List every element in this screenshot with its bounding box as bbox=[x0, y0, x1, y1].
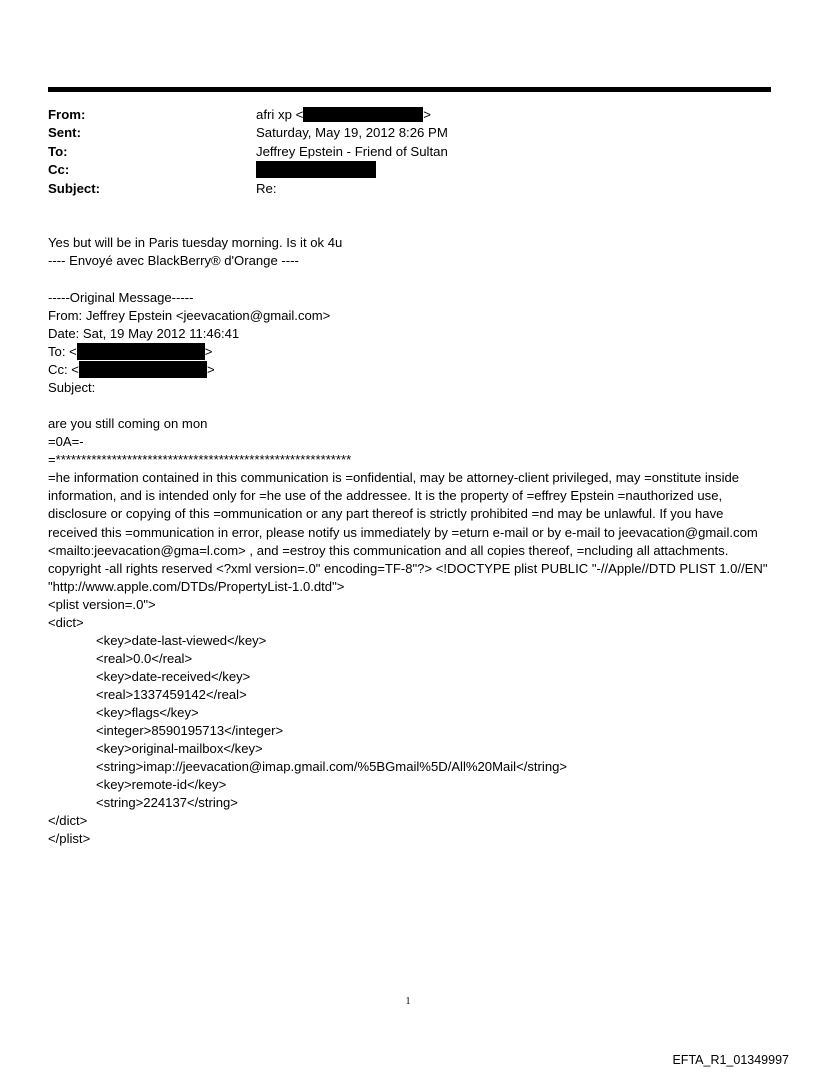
plist-close: </plist> bbox=[48, 831, 91, 846]
to-label: To: bbox=[48, 144, 68, 159]
from-name: afri xp < bbox=[256, 107, 304, 122]
plist-open: <plist version=.0"> bbox=[48, 597, 156, 612]
encoded-line: =0A=- bbox=[48, 434, 84, 449]
from-value bbox=[256, 106, 431, 124]
document-id: EFTA_R1_01349997 bbox=[672, 1053, 789, 1067]
sent-label: Sent: bbox=[48, 125, 81, 140]
plist-entry: <real>0.0</real> bbox=[96, 651, 193, 666]
dict-close: </dict> bbox=[48, 813, 88, 828]
dict-open: <dict> bbox=[48, 615, 84, 630]
sent-value: Saturday, May 19, 2012 8:26 PM bbox=[256, 125, 448, 140]
disclaimer-text: =he information contained in this communication is =onfidential, may be attorney-client privileged, may =onstitute inside information, and is intended only for =he use of the addressee. It is the property of =effrey Epstein =nauthorized use, disclosure or copying of this =ommunication or any part thereof is strictly prohibited =nd may be unlawful. If you have received this =ommunication in error, please notify us immediately by =eturn e-mail or by e-mail to jeevacation@gmail.com <mailto:jeevacation@gma=l.com> , and =estroy this communication and all copies thereof, =ncluding all attachments. copyright -all rights reserved <?xml version=.0" encoding=TF-8"?> <!DOCTYPE plist PUBLIC "-//Apple//DTD PLIST 1.0//EN" "http://www.apple.com/DTDs/PropertyList-1.0.dtd"> bbox=[48, 470, 768, 595]
from-close: > bbox=[423, 107, 431, 122]
redaction-box bbox=[256, 161, 376, 178]
plist-entry: <key>original-mailbox</key> bbox=[96, 741, 263, 756]
plist-entry: <key>remote-id</key> bbox=[96, 777, 227, 792]
subject-value: Re: bbox=[256, 181, 277, 196]
plist-entry: <key>date-last-viewed</key> bbox=[96, 633, 267, 648]
redaction-box bbox=[77, 343, 205, 360]
plist-entry: <integer>8590195713</integer> bbox=[96, 723, 284, 738]
reply-line-2: ---- Envoyé avec BlackBerry® d'Orange ---- bbox=[48, 253, 299, 268]
plist-entry: <string>imap://jeevacation@imap.gmail.com/%5BGmail%5D/All%20Mail</string> bbox=[96, 759, 568, 774]
cc-value bbox=[256, 161, 376, 180]
page-number: 1 bbox=[405, 996, 411, 1007]
plist-entry: <real>1337459142</real> bbox=[96, 687, 247, 702]
star-separator: =********************************************************** bbox=[48, 452, 352, 467]
subject-label: Subject: bbox=[48, 181, 101, 196]
original-from: From: Jeffrey Epstein <jeevacation@gmail.com> bbox=[48, 308, 331, 323]
plist-entry: <key>date-received</key> bbox=[96, 669, 251, 684]
to-value: Jeffrey Epstein - Friend of Sultan bbox=[256, 144, 448, 159]
reply-line-1: Yes but will be in Paris tuesday morning. Is it ok 4u bbox=[48, 235, 343, 250]
to-suffix: > bbox=[204, 344, 213, 359]
cc-label: Cc: bbox=[48, 162, 70, 177]
original-message: are you still coming on mon bbox=[48, 416, 208, 431]
from-label: From: bbox=[48, 107, 86, 122]
cc-suffix: > bbox=[206, 362, 215, 377]
plist-entry: <key>flags</key> bbox=[96, 705, 199, 720]
header-rule bbox=[48, 87, 771, 92]
plist-entry: <string>224137</string> bbox=[96, 795, 238, 810]
original-separator: -----Original Message----- bbox=[48, 290, 194, 305]
original-to bbox=[48, 343, 778, 361]
original-cc bbox=[48, 361, 778, 379]
to-prefix: To: < bbox=[48, 344, 77, 359]
redaction-box bbox=[303, 107, 423, 122]
cc-prefix: Cc: < bbox=[48, 362, 79, 377]
original-date: Date: Sat, 19 May 2012 11:46:41 bbox=[48, 326, 240, 341]
original-subject: Subject: bbox=[48, 380, 96, 395]
redaction-box bbox=[79, 361, 207, 378]
